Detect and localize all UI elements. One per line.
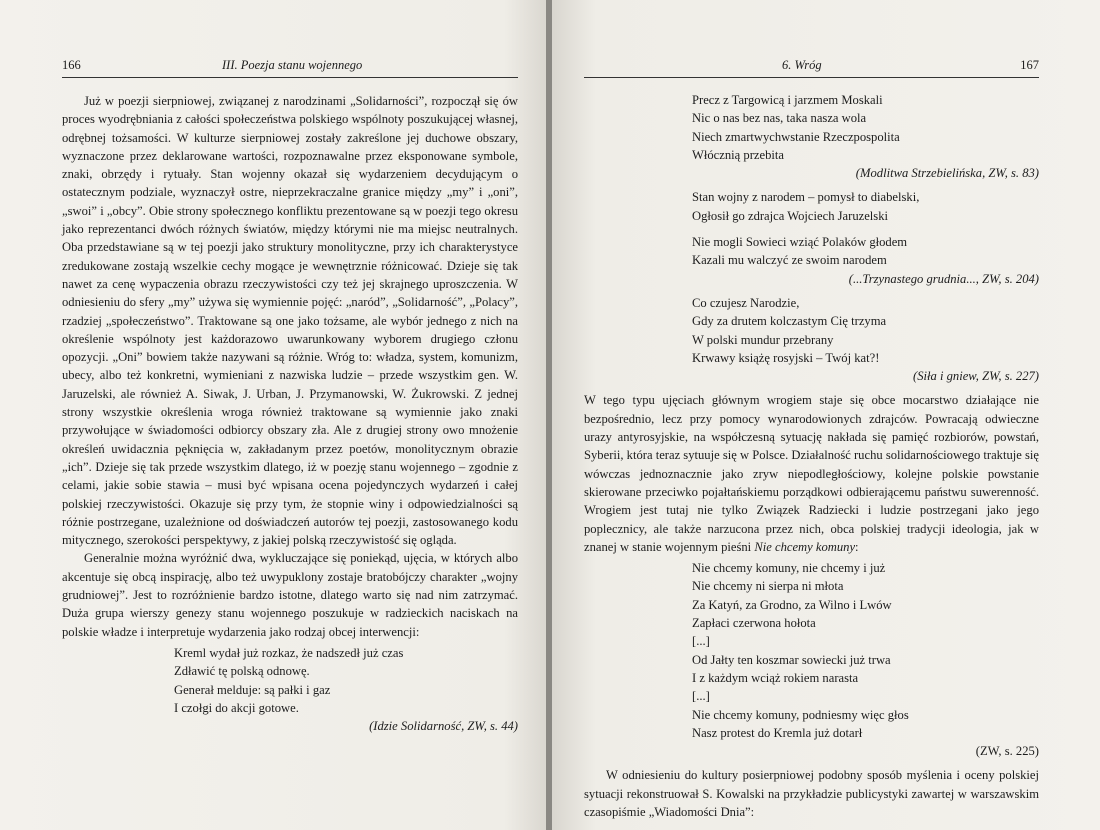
poem-line: I czołgi do akcji gotowe. bbox=[174, 700, 299, 715]
left-page-header bbox=[62, 58, 518, 78]
poem-line: W polski mundur przebrany bbox=[692, 332, 834, 347]
poem-line: Zdławić tę polską odnowę. bbox=[174, 664, 310, 679]
poem-line: Stan wojny z narodem – pomysł to diabelski, bbox=[692, 190, 920, 205]
poem-line: Ogłosił go zdrajca Wojciech Jaruzelski bbox=[692, 208, 888, 223]
paragraph: Już w poezji sierpniowej, związanej z narodzinami „Solidarności”, rozpoczął się ów proces wyodrębniania z całości społeczeństwa polskiego wspólnoty poszukującej własnej, odrębnej tożsamości. W kulturze sierpniowej zostały zakreślone jej duchowe obszary, wyznaczone przez deklarowane wartości, rozpoznawalne przez eksponowane symbole, znaki, obrzędy i rytuały. Stan wojenny okazał się wydarzeniem decydującym o ostatecznym podziale, wyznaczył ostre, nieprzekraczalne granice między „my” i „oni”, „swoi” i „obcy”. Obie strony społecznego konfliktu prezentowane są w poezji tego okresu jako reprezentanci dwóch różnych światów, między którymi nie ma miejsc neutralnych. Oba przedstawiane są w tej poezji jako struktury monolityczne, przy ich charakterystyce zredukowane zostają wszelkie cechy mogące je wewnętrznie różnicować. Dzieje się tak nawet za cenę wypaczenia obrazu rzeczywistości czy też jej skrajnego uproszczenia. W odniesieniu do sfery „my” używa się wymiennie pojęć: „naród”, „Solidarność”, „Polacy”, rzadziej „społeczeństwo”. Traktowane są one jako tożsame, ale wybór jednego z nich na określenie wspólnoty jest każdorazowo uwarunkowany wyborem drugiego członu opozycji. „Oni” bowiem także nazywani są różnie. Wróg to: władza, system, komunizm, ubecy, albo też konkretni, wymieniani z nazwiska ludzie – przede wszystkim gen. W. Jaruzelski, ale również A. Siwak, J. Urban, J. Przymanowski, W. Żukrowski. Z jednej strony wszystkie określenia wroga również traktowane są wymiennie jako znaki przywołujące w świadomości odbiorcy obszary zła. Ale z drugiej strony owo mnożenie określeń uwidacznia pęknięcia w, zakładanym przez poetów, monolitycznym obrazie „ich”. Dzieje się tak przede wszystkim dlatego, iż w poezję stanu wojennego – zgodnie z celami, jakie sobie stawia – musi być wpisana ocena pojedynczych wydarzeń i całej polskiej rzeczywistości. Okazuje się przy tym, że stopnie winy i odpowiedzialności są różnie postrzegane, uzależnione od doświadczeń autorów tej poezji, zastosowanego kodu mitycznego, szerokości perspektywy, z jakiej polską rzeczywistość się ogląda. bbox=[62, 94, 518, 548]
page-number-right: 167 bbox=[1020, 58, 1039, 72]
poem-line: [...] bbox=[692, 634, 710, 649]
poem-citation: (Siła i gniew, ZW, s. 227) bbox=[913, 369, 1039, 384]
poem-quote bbox=[584, 294, 1039, 385]
left-page-body bbox=[62, 92, 518, 741]
paragraph: Generalnie można wyróżnić dwa, wykluczające się poniekąd, ujęcia, w których albo akcentuje się obcą inspirację, albo też uwypuklony zostaje bratobójczy charakter „wojny grudniowej”. Jest to rozróżnienie bardzo istotne, dlatego warto się nad nim zatrzymać. Duża grupa wierszy genezy stanu wojennego poszukuje w radzieckich naciskach na polskie władze i interpretuje wydarzenia jako rodzaj obcej interwencji: bbox=[62, 551, 518, 639]
poem-line: Za Katyń, za Grodno, za Wilno i Lwów bbox=[692, 597, 892, 612]
poem-citation: (Idzie Solidarność, ZW, s. 44) bbox=[369, 719, 518, 734]
poem-quote bbox=[584, 91, 1039, 182]
poem-line: Generał melduje: są pałki i gaz bbox=[174, 682, 331, 697]
poem-line: Krwawy książę rosyjski – Twój kat?! bbox=[692, 350, 880, 365]
poem-citation: (Modlitwa Strzebielińska, ZW, s. 83) bbox=[855, 166, 1039, 181]
poem-line: Nie chcemy komuny, nie chcemy i już bbox=[692, 561, 886, 576]
poem-line: Gdy za drutem kolczastym Cię trzyma bbox=[692, 314, 887, 329]
poem-quote bbox=[62, 644, 518, 735]
poem-line: Co czujesz Narodzie, bbox=[692, 295, 800, 310]
poem-line: [...] bbox=[692, 689, 710, 704]
right-page-body bbox=[584, 88, 1039, 821]
right-page bbox=[552, 0, 1100, 830]
paragraph: W tego typu ujęciach głównym wrogiem staje się obce mocarstwo działające nie bezpośrednio, lecz przy pomocy wynarodowionych zdrajców. Powracają odwieczne urazy antyrosyjskie, na współczesną sytuację nakłada się pamięć rozbiorów, powstań, Syberii, która teraz sytuuje się w Polsce. Działalność ruchu solidarnościowego traktuje się wówczas jednoznacznie jako zryw niepodległościowy, kolejne polskie powstanie skierowane przeciwko pojałtańskiemu porządkowi odbierającemu państwu suwerenność. Wrogiem jest tutaj nie tylko Związek Radziecki i ludzie postrzegani jako jego poplecznicy, ale także narzucona przez nich, obca polskiej tradycji ideologia, jak w znanej w stanie wojennym pieśni Nie chcemy komuny: bbox=[584, 393, 1039, 554]
poem-line: Nic o nas bez nas, taka nasza wola bbox=[692, 111, 867, 126]
poem-line: Kazali mu walczyć ze swoim narodem bbox=[692, 253, 887, 268]
song-title: Nie chcemy komuny bbox=[754, 539, 856, 554]
poem-line: Nie chcemy ni sierpa ni młota bbox=[692, 579, 844, 594]
poem-line: Kreml wydał już rozkaz, że nadszedł już czas bbox=[174, 645, 404, 660]
poem-line: Od Jałty ten koszmar sowiecki już trwa bbox=[692, 652, 891, 667]
poem-quote bbox=[584, 188, 1039, 287]
right-page-header bbox=[584, 58, 1039, 78]
poem-line: Włócznią przebita bbox=[692, 147, 784, 162]
page-number-left: 166 bbox=[62, 58, 81, 72]
poem-citation: (...Trzynastego grudnia..., ZW, s. 204) bbox=[848, 271, 1039, 286]
running-title-right: 6. Wróg bbox=[782, 58, 822, 72]
poem-line: Nie mogli Sowieci wziąć Polaków głodem bbox=[692, 235, 908, 250]
poem-line: Zapłaci czerwona hołota bbox=[692, 616, 816, 631]
poem-line: Niech zmartwychwstanie Rzeczpospolita bbox=[692, 129, 900, 144]
poem-line: Nie chcemy komuny, podniesmy więc głos bbox=[692, 707, 909, 722]
poem-line: Nasz protest do Kremla już dotarł bbox=[692, 725, 863, 740]
poem-line: I z każdym wciąż rokiem narasta bbox=[692, 670, 859, 685]
left-page bbox=[0, 0, 548, 830]
paragraph: W odniesieniu do kultury posierpniowej podobny sposób myślenia i oceny polskiej sytuacji rekonstruował S. Kowalski na przykładzie publicystyki zawartej w warszawskim czasopiśmie „Wiadomości Dnia”: bbox=[584, 768, 1039, 819]
running-title-left: III. Poezja stanu wojennego bbox=[222, 58, 363, 72]
poem-line: Precz z Targowicą i jarzmem Moskali bbox=[692, 93, 883, 107]
poem-quote bbox=[584, 559, 1039, 760]
poem-citation: (ZW, s. 225) bbox=[975, 744, 1039, 759]
